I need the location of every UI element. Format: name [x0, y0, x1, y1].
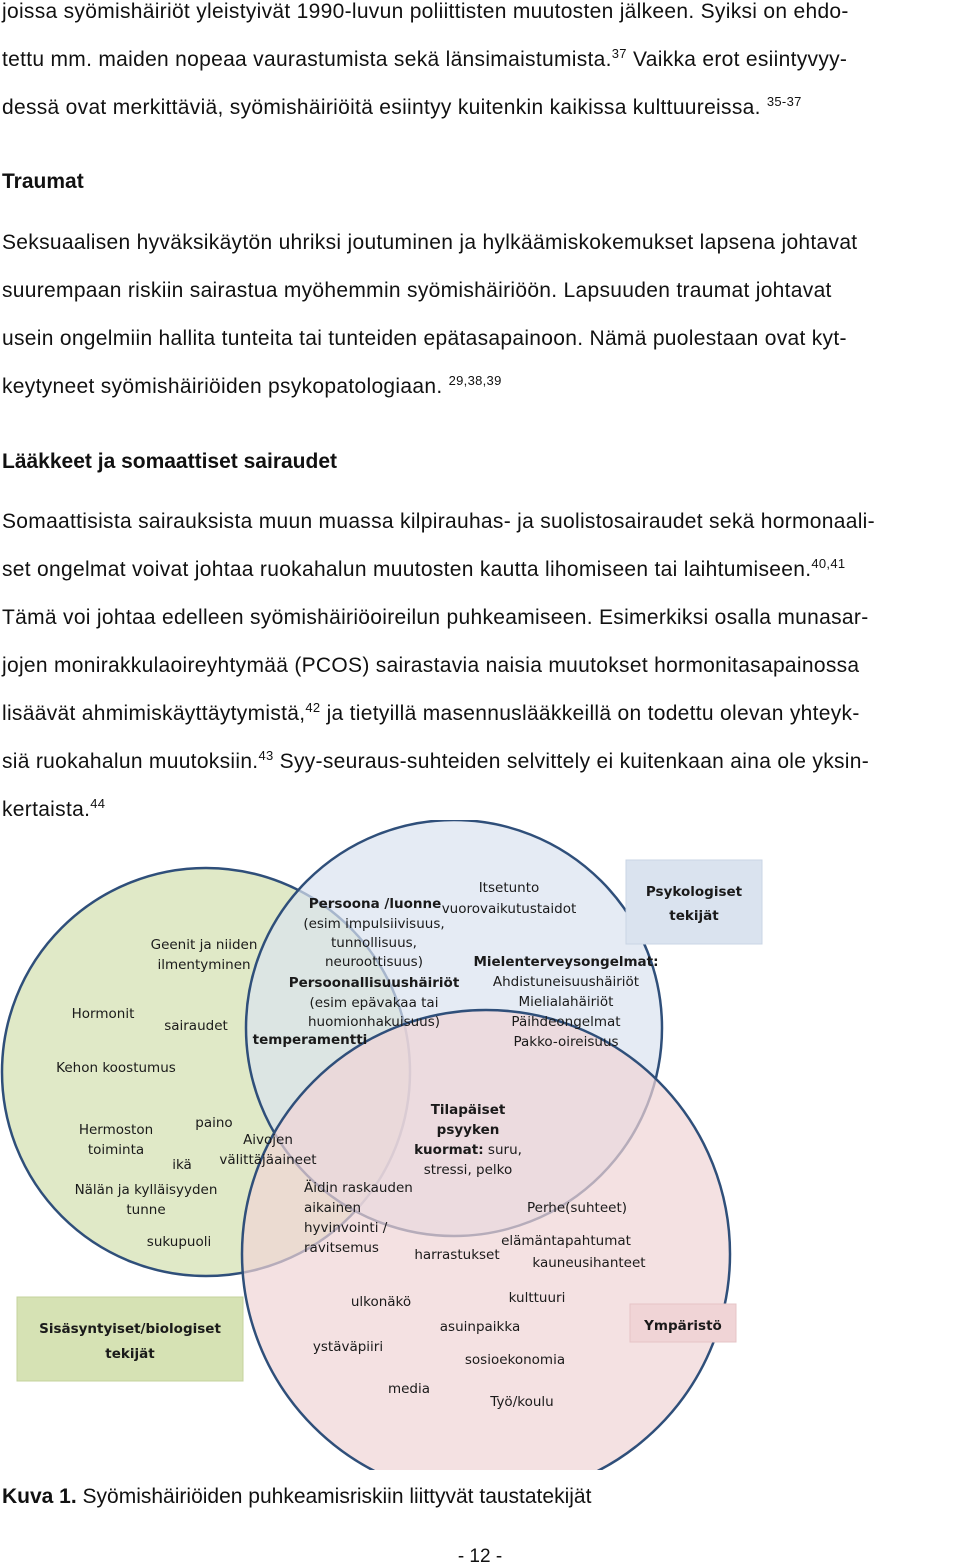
- psychological-label-2: tekijät: [669, 908, 719, 924]
- temporary-strain-label-2: psyyken: [436, 1122, 500, 1138]
- life-events-label: elämäntapahtumat: [501, 1233, 631, 1249]
- footnote-ref: 44: [90, 796, 106, 811]
- age-label: ikä: [172, 1157, 192, 1173]
- page-number: - 12 -: [457, 1546, 503, 1567]
- biological-label-2: tekijät: [105, 1346, 155, 1362]
- work-school-label: Työ/koulu: [490, 1394, 554, 1410]
- maternal-wellbeing-label-3: hyvinvointi /: [304, 1220, 388, 1236]
- biological-label: Sisäsyntyiset/biologiset: [39, 1321, 221, 1337]
- friend-circle-label: ystäväpiiri: [312, 1339, 384, 1355]
- media-label: media: [387, 1381, 431, 1397]
- psychological-label-box: [626, 860, 762, 944]
- footnote-ref: 40,41: [811, 556, 846, 571]
- temperament-label: temperamentti: [252, 1032, 368, 1048]
- laakkeet-line-7: kertaista.$^{44}$: [2, 796, 106, 821]
- laakkeet-line-1: Somaattisista sairauksista muun muassa kilpirauhas- ja suolistosairaudet sekä hormonaali-: [2, 510, 875, 533]
- maternal-wellbeing-label: Äidin raskauden: [304, 1180, 413, 1196]
- personality-sub-1: (esim impulsiivisuus,: [303, 916, 445, 932]
- culture-label: kulttuuri: [508, 1290, 566, 1306]
- traumat-line-3: usein ongelmiin hallita tunteita tai tunteiden epätasapainoon. Nämä puolestaan ovat kyt-: [2, 327, 847, 350]
- nervous-system-label-2: toiminta: [87, 1142, 145, 1158]
- environment-label: Ympäristö: [644, 1318, 722, 1334]
- footnote-ref: 43: [258, 748, 274, 763]
- footnote-ref: 29,38,39: [448, 373, 502, 388]
- temporary-strain-label-3: kuormat: suru,: [414, 1142, 522, 1158]
- personality-sub-2: tunnollisuus,: [331, 935, 417, 951]
- mental-health-sub-2: Mielialahäiriöt: [518, 994, 614, 1010]
- genes-label-2: ilmentyminen: [157, 957, 251, 973]
- personality-disorders-label: Persoonallisuushäiriöt: [288, 975, 460, 991]
- beauty-ideals-label: kauneusihanteet: [532, 1255, 646, 1271]
- personality-label: Persoona /luonne: [308, 896, 442, 912]
- weight-label: paino: [195, 1115, 233, 1131]
- nervous-system-label: Hermoston: [78, 1122, 154, 1138]
- neurotransmitters-label: Aivojen: [243, 1132, 293, 1148]
- personality-disorders-sub-1: (esim epävakaa tai: [309, 995, 439, 1011]
- biological-label-box: [17, 1297, 243, 1381]
- genes-label: Geenit ja niiden: [150, 937, 258, 953]
- mental-health-sub-3: Päihdeongelmat: [511, 1014, 621, 1030]
- mental-health-sub-4: Pakko-oireisuus: [513, 1034, 619, 1050]
- section-heading-laakkeet: Lääkkeet ja somaattiset sairaudet: [2, 450, 337, 473]
- section-heading-traumat: Traumat: [2, 170, 84, 193]
- traumat-line-1: Seksuaalisen hyväksikäytön uhriksi joutuminen ja hylkäämiskokemukset lapsena johtavat: [2, 231, 858, 254]
- laakkeet-line-5: lisäävät ahmimiskäyttäytymistä,$^{42}$ ja tietyillä masennuslääkkeillä on todettu olevan yhteyk-: [2, 700, 860, 725]
- personality-disorders-sub-2: huomionhakuisuus): [307, 1014, 441, 1030]
- diseases-label: sairaudet: [164, 1018, 228, 1034]
- hormones-label: Hormonit: [71, 1006, 135, 1022]
- temporary-strain-label: Tilapäiset: [430, 1102, 506, 1118]
- traumat-line-4: keytyneet syömishäiriöiden psykopatologiaan. $^{29,38,39}$: [2, 373, 502, 398]
- intro-line-2: tettu mm. maiden nopeaa vaurastumista sekä länsimaistumista.$^{37}$ Vaikka erot esiintyvyy-: [2, 46, 848, 71]
- figure-caption: Kuva 1. Syömishäiriöiden puhkeamisriskiin liittyvät taustatekijät: [2, 1485, 592, 1508]
- hobbies-label: harrastukset: [414, 1247, 500, 1263]
- personality-sub-3: neuroottisuus): [325, 954, 423, 970]
- neurotransmitters-label-2: välittäjäaineet: [219, 1152, 317, 1168]
- mental-health-label: Mielenterveysongelmat:: [473, 954, 659, 970]
- interaction-skills-label: vuorovaikutustaidot: [441, 901, 577, 917]
- residence-label: asuinpaikka: [439, 1319, 521, 1335]
- laakkeet-line-6: siä ruokahalun muutoksiin.$^{43}$ Syy-seuraus-suhteiden selvittely ei kuitenkaan aina ole yksin-: [2, 748, 870, 773]
- maternal-wellbeing-label-4: ravitsemus: [304, 1240, 379, 1256]
- hunger-satiety-label-2: tunne: [126, 1202, 166, 1218]
- intro-line-3: dessä ovat merkittäviä, syömishäiriöitä esiintyy kuitenkin kaikissa kulttuureissa. $^{35-37}$: [2, 94, 802, 119]
- maternal-wellbeing-label-2: aikainen: [304, 1200, 362, 1216]
- family-relations-label: Perhe(suhteet): [526, 1200, 628, 1216]
- laakkeet-line-2: set ongelmat voivat johtaa ruokahalun muutosten kautta lihomiseen tai laihtumiseen.$^{40,41}$: [2, 556, 846, 581]
- psychological-label: Psykologiset: [645, 884, 743, 900]
- intro-line-1: joissa syömishäiriöt yleistyivät 1990-luvun poliittisten muutosten jälkeen. Syiksi on ehdo-: [2, 0, 849, 23]
- mental-health-sub-1: Ahdistuneisuushäiriöt: [492, 974, 640, 990]
- traumat-line-2: suurempaan riskiin sairastua myöhemmin syömishäiriöön. Lapsuuden traumat johtavat: [2, 279, 832, 302]
- risk-factor-venn-diagram: [0, 820, 960, 1470]
- self-esteem-label: Itsetunto: [478, 880, 540, 896]
- footnote-ref: 35-37: [766, 94, 802, 109]
- hunger-satiety-label: Nälän ja kylläisyyden: [74, 1182, 218, 1198]
- footnote-ref: 37: [611, 46, 627, 61]
- footnote-ref: 42: [305, 700, 321, 715]
- laakkeet-line-3: Tämä voi johtaa edelleen syömishäiriöoireilun puhkeamiseen. Esimerkiksi osalla munasar-: [2, 606, 869, 629]
- laakkeet-line-4: jojen monirakkulaoireyhtymää (PCOS) sairastavia naisia muutokset hormonitasapainossa: [2, 654, 860, 677]
- socioeconomics-label: sosioekonomia: [464, 1352, 566, 1368]
- temporary-strain-label-4: stressi, pelko: [423, 1162, 513, 1178]
- body-composition-label: Kehon koostumus: [56, 1060, 176, 1076]
- sex-label: sukupuoli: [146, 1234, 212, 1250]
- appearance-label: ulkonäkö: [350, 1294, 412, 1310]
